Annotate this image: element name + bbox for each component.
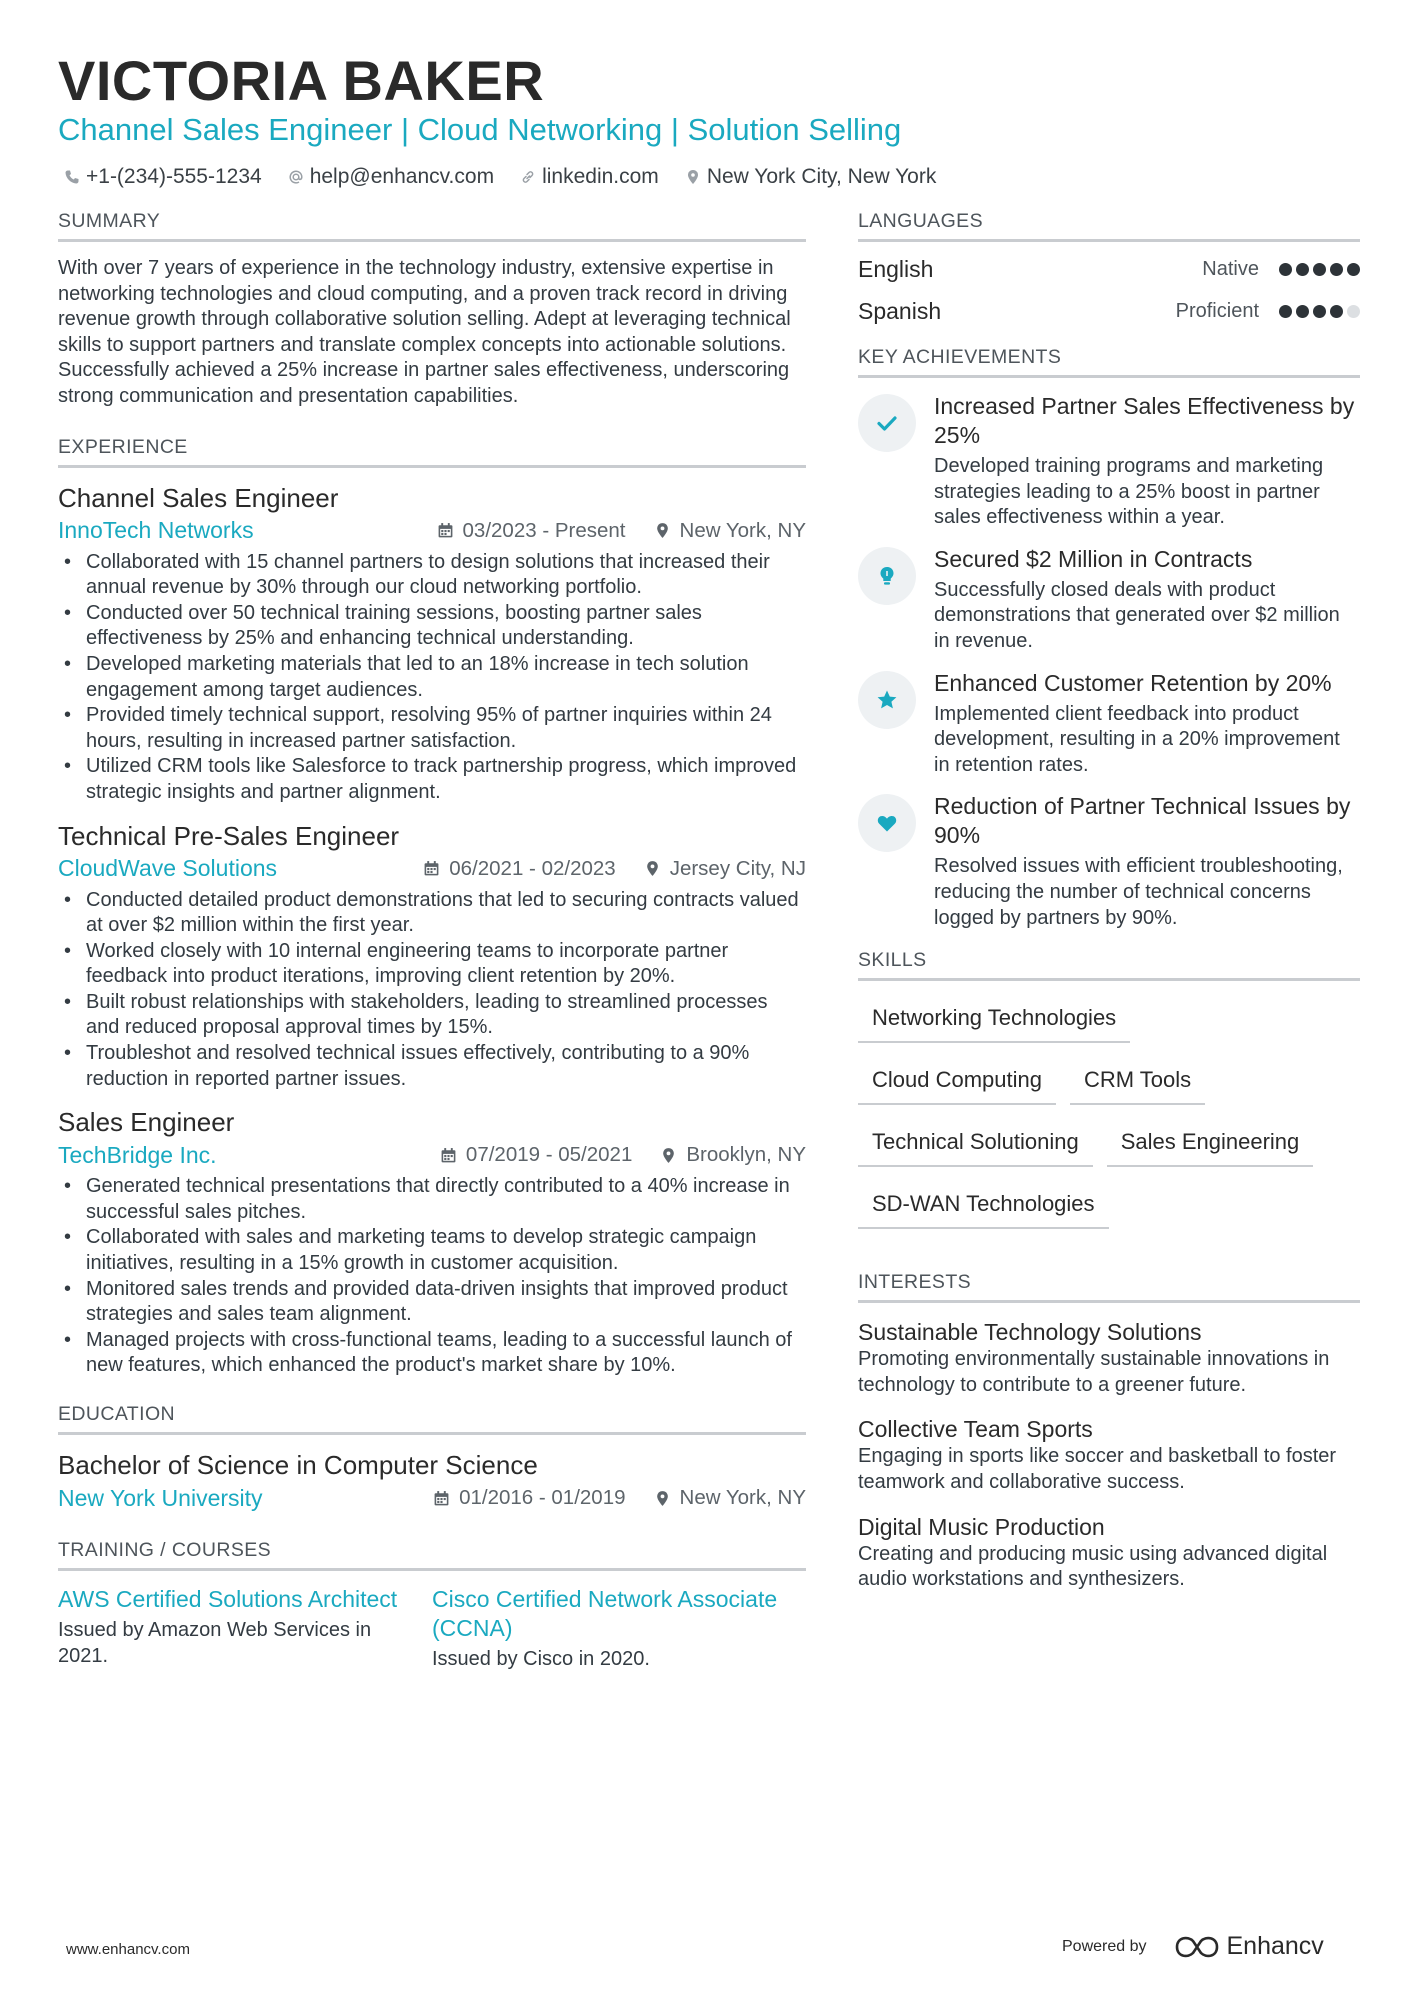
language-level: Proficient — [1175, 299, 1259, 322]
job-location-text: Jersey City, NJ — [669, 856, 806, 880]
job-meta — [58, 514, 806, 548]
interests-section — [858, 1271, 1360, 1593]
job-meta-right — [437, 519, 806, 543]
job-bullet: • Managed projects with cross-functional teams, leading to a successful launch of new features, which enhanced the product's market share by 10%. — [58, 1328, 806, 1379]
achievement-desc: Developed training programs and marketing strategies leading to a 25% boost in partner sales effectiveness within a year. — [934, 455, 1324, 529]
job-entry — [58, 820, 806, 1093]
company-name[interactable]: InnoTech Networks — [58, 517, 254, 544]
calendar-icon — [423, 860, 440, 877]
education-location-text: New York, NY — [679, 1486, 806, 1509]
job-bullet: • Troubleshot and resolved technical issues effectively, contributing to a 90% reduction in reported partner issues. — [58, 1041, 806, 1092]
job-bullet: • Collaborated with sales and marketing teams to develop strategic campaign initiatives, resulting in a 15% growth in customer acquisition. — [58, 1225, 806, 1276]
training-heading: TRAINING / COURSES — [58, 1539, 806, 1571]
contact-email-text: help@enhancv.com — [309, 165, 495, 188]
at-icon — [288, 169, 304, 185]
education-heading: EDUCATION — [58, 1403, 806, 1435]
job-bullet: • Utilized CRM tools like Salesforce to track partnership progress, which improved strategic insights and partner alignment. — [58, 754, 806, 805]
job-bullet: • Built robust relationships with stakeholders, leading to streamlined processes and reduced proposal approval times by 15%. — [58, 990, 806, 1041]
languages-section — [858, 210, 1360, 332]
check-icon — [858, 394, 916, 452]
rating-dot-filled — [1296, 263, 1309, 276]
skill-tag: SD-WAN Technologies — [858, 1181, 1109, 1229]
education-dates-text: 01/2016 - 01/2019 — [459, 1486, 626, 1509]
course-item — [58, 1585, 432, 1673]
language-level: Native — [1202, 257, 1259, 280]
language-item — [858, 248, 1360, 290]
location-icon — [644, 860, 661, 877]
languages-heading: LANGUAGES — [858, 210, 1360, 242]
star-icon — [858, 671, 916, 729]
location-icon — [654, 522, 671, 539]
interest-title: Collective Team Sports — [858, 1416, 1093, 1443]
job-meta — [58, 1138, 806, 1172]
achievements-heading: KEY ACHIEVEMENTS — [858, 346, 1360, 378]
skills-list — [858, 995, 1360, 1243]
language-name: English — [858, 255, 934, 282]
job-location — [660, 1143, 806, 1167]
contact-location — [685, 165, 937, 189]
course-desc: Issued by Amazon Web Services in 2021. — [58, 1619, 372, 1667]
interest-desc: Engaging in sports like soccer and basketball to foster teamwork and collaborative success. — [858, 1445, 1337, 1493]
skill-tag: Technical Solutioning — [858, 1119, 1093, 1167]
company-name[interactable]: CloudWave Solutions — [58, 855, 278, 881]
rating-dot-filled — [1330, 305, 1343, 318]
course-title[interactable]: AWS Certified Solutions Architect — [58, 1586, 398, 1612]
rating-dot-filled — [1313, 305, 1326, 318]
skills-section — [858, 949, 1360, 1243]
job-dates — [437, 519, 626, 543]
rating-dot-filled — [1313, 263, 1326, 276]
summary-text: With over 7 years of experience in the technology industry, extensive expertise in networking technologies and cloud computing, and a proven track record in driving revenue growth through collaborative solution selling. Adept at leveraging technical skills to support partners and translate complex concepts into actionable solutions. Successfully achieved a 25% increase in partner sales effectiveness, underscoring strong communication and presentation capabilities. — [58, 257, 791, 407]
job-bullet: • Worked closely with 10 internal engineering teams to incorporate partner feedback into product iterations, improving client retention by 20%. — [58, 939, 806, 990]
location-icon — [660, 1147, 677, 1164]
job-title: Technical Pre-Sales Engineer — [58, 820, 400, 851]
course-list — [58, 1585, 806, 1673]
language-rating — [1275, 305, 1360, 318]
education-meta — [58, 1481, 806, 1515]
brand-logo — [1173, 1932, 1324, 1961]
job-meta-right — [423, 857, 806, 881]
job-bullets — [58, 888, 806, 1093]
job-bullet: • Conducted over 50 technical training sessions, boosting partner sales effectiveness by 25% and enhancing technical understanding. — [58, 601, 806, 652]
job-dates — [423, 857, 615, 881]
job-dates-text: 03/2023 - Present — [462, 518, 626, 542]
job-location-text: Brooklyn, NY — [686, 1143, 806, 1167]
interest-item — [858, 1512, 1360, 1593]
degree-title: Bachelor of Science in Computer Science — [58, 1450, 538, 1480]
summary-heading: SUMMARY — [58, 210, 806, 242]
calendar-icon — [437, 522, 454, 539]
language-rating — [1275, 263, 1360, 276]
skill-tag: Networking Technologies — [858, 995, 1130, 1043]
job-location-text: New York, NY — [679, 518, 806, 542]
calendar-icon — [440, 1147, 457, 1164]
job-location — [654, 519, 806, 543]
job-dates-text: 07/2019 - 05/2021 — [465, 1143, 633, 1167]
education-dates — [433, 1486, 625, 1510]
summary-section — [58, 210, 806, 410]
job-bullet: • Collaborated with 15 channel partners to design solutions that increased their annual revenue by 30% through our cloud networking portfolio. — [58, 550, 806, 601]
footer-website[interactable]: www.enhancv.com — [66, 1941, 190, 1958]
education-section — [58, 1403, 806, 1515]
footer-branding[interactable] — [1062, 1932, 1324, 1961]
job-bullet: • Provided timely technical support, resolving 95% of partner inquiries within 24 hours, resulting in increased partner satisfaction. — [58, 703, 806, 754]
job-location — [644, 857, 806, 881]
language-item — [858, 290, 1360, 332]
job-title: Channel Sales Engineer — [58, 482, 339, 513]
contact-linkedin-text: linkedin.com — [542, 165, 659, 188]
lightbulb-icon — [858, 547, 916, 605]
course-desc: Issued by Cisco in 2020. — [432, 1648, 650, 1670]
link-icon — [520, 169, 536, 185]
headline: Channel Sales Engineer | Cloud Networking | Solution Selling — [58, 112, 902, 147]
interest-item — [858, 1317, 1360, 1398]
achievements-section — [858, 346, 1360, 931]
job-bullet: • Monitored sales trends and provided data-driven insights that improved product strategies and sales team alignment. — [58, 1277, 806, 1328]
achievement-title: Enhanced Customer Retention by 20% — [934, 669, 1332, 696]
job-bullet: • Generated technical presentations that directly contributed to a 40% increase in successful sales pitches. — [58, 1174, 806, 1225]
education-meta-right — [433, 1486, 806, 1510]
contact-linkedin[interactable] — [520, 165, 659, 189]
achievement-title: Reduction of Partner Technical Issues by 90% — [934, 793, 1351, 849]
contact-bar — [64, 163, 962, 191]
achievement-item — [858, 669, 1360, 779]
skill-tag: CRM Tools — [1070, 1057, 1205, 1105]
job-entry — [58, 482, 806, 806]
job-meta-right — [440, 1143, 806, 1167]
achievement-desc: Resolved issues with efficient troubleshooting, reducing the number of technical concerns logged by partners by 90%. — [934, 855, 1343, 929]
powered-by-label: Powered by — [1062, 1937, 1147, 1955]
skill-tag: Sales Engineering — [1107, 1119, 1314, 1167]
skills-heading: SKILLS — [858, 949, 1360, 981]
experience-heading: EXPERIENCE — [58, 436, 806, 468]
candidate-name: VICTORIA BAKER — [58, 49, 545, 112]
achievement-body — [934, 669, 1360, 779]
skill-tag: Cloud Computing — [858, 1057, 1056, 1105]
education-location — [654, 1486, 806, 1510]
job-dates-text: 06/2021 - 02/2023 — [449, 856, 616, 880]
interest-desc: Creating and producing music using advanced digital audio workstations and synthesizers. — [858, 1542, 1328, 1591]
left-column — [58, 210, 806, 1673]
contact-email[interactable] — [288, 165, 494, 189]
achievement-desc: Successfully closed deals with product demonstrations that generated over $2 million in revenue. — [934, 578, 1340, 652]
rating-dot-filled — [1296, 305, 1309, 318]
rating-dot-filled — [1330, 263, 1343, 276]
course-title[interactable]: Cisco Certified Network Associate (CCNA) — [432, 1586, 778, 1641]
company-name[interactable]: TechBridge Inc. — [58, 1141, 217, 1168]
achievement-title: Increased Partner Sales Effectiveness by 25% — [934, 393, 1355, 448]
achievement-title: Secured $2 Million in Contracts — [934, 545, 1253, 572]
achievement-item — [858, 392, 1360, 531]
interests-heading: INTERESTS — [858, 1271, 1360, 1303]
job-bullet: • Developed marketing materials that led to an 18% increase in tech solution engagement among target audiences. — [58, 652, 806, 703]
achievement-item — [858, 545, 1360, 655]
interest-title: Digital Music Production — [858, 1513, 1105, 1540]
rating-dot-filled — [1279, 305, 1292, 318]
brand-name: Enhancv — [1226, 1932, 1324, 1960]
enhancv-logo-icon — [1173, 1935, 1221, 1959]
job-title: Sales Engineer — [58, 1107, 235, 1138]
course-item — [432, 1585, 806, 1673]
rating-dot-filled — [1279, 263, 1292, 276]
achievement-body — [934, 392, 1360, 531]
rating-dot-empty — [1347, 305, 1360, 318]
contact-phone[interactable] — [64, 165, 262, 189]
location-icon — [685, 169, 701, 185]
location-icon — [654, 1490, 671, 1507]
job-bullet: • Conducted detailed product demonstrations that led to securing contracts valued at over $2 million within the first year. — [58, 888, 806, 939]
achievement-item — [858, 792, 1360, 931]
job-dates — [440, 1143, 632, 1167]
achievement-desc: Implemented client feedback into product development, resulting in a 20% improvement in retention rates. — [934, 702, 1340, 776]
contact-phone-text: +1-(234)-555-1234 — [86, 165, 262, 188]
calendar-icon — [433, 1490, 450, 1507]
training-section — [58, 1539, 806, 1673]
right-column — [858, 210, 1360, 1609]
job-meta — [58, 852, 806, 886]
job-bullets — [58, 1174, 806, 1379]
achievement-body — [934, 792, 1360, 931]
achievement-body — [934, 545, 1360, 655]
phone-icon — [64, 169, 80, 185]
interest-title: Sustainable Technology Solutions — [858, 1319, 1202, 1346]
school-name[interactable]: New York University — [58, 1484, 263, 1511]
interest-item — [858, 1414, 1360, 1495]
job-bullets — [58, 550, 806, 806]
experience-section — [58, 436, 806, 1379]
interest-desc: Promoting environmentally sustainable innovations in technology to contribute to a greener future. — [858, 1348, 1330, 1396]
heart-icon — [858, 794, 916, 852]
rating-dot-filled — [1347, 263, 1360, 276]
language-name: Spanish — [858, 297, 942, 324]
contact-location-text: New York City, New York — [706, 165, 937, 188]
job-entry — [58, 1106, 806, 1379]
